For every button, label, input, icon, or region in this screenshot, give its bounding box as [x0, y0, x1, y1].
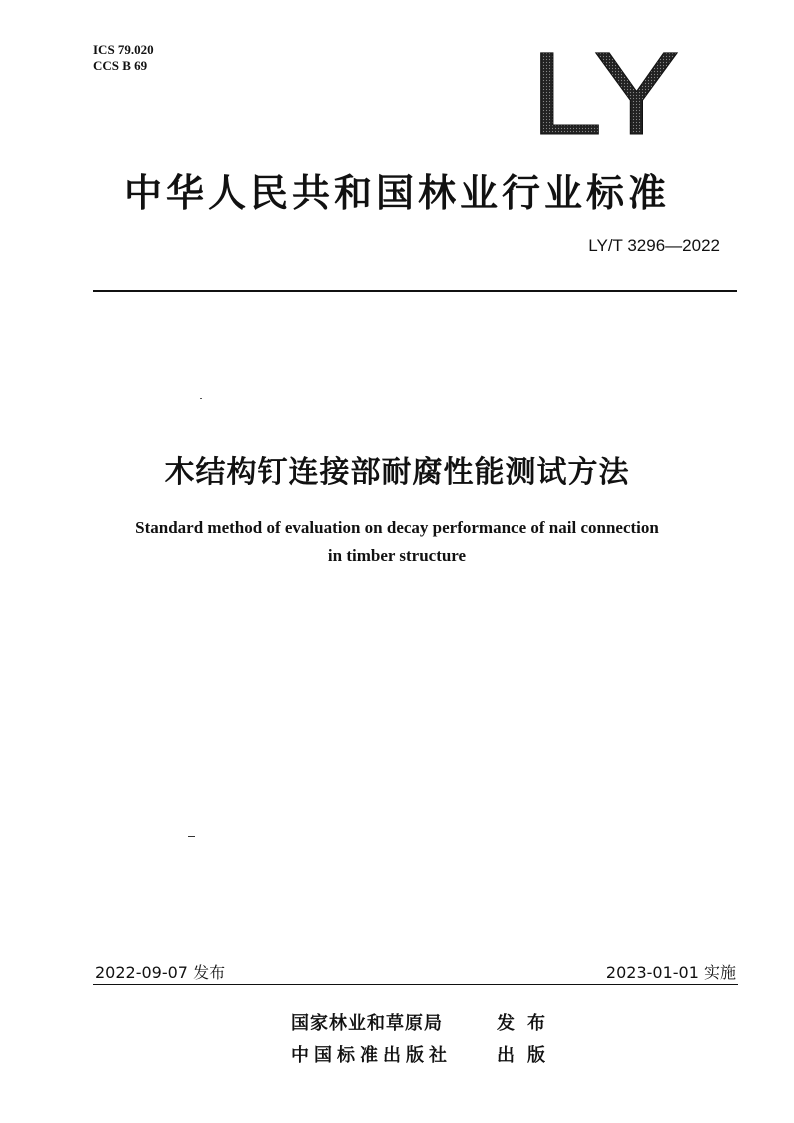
standard-number: LY/T 3296—2022 [588, 236, 720, 255]
header-divider [93, 290, 737, 292]
logo-text: LY [530, 46, 680, 140]
document-title-cn: 木结构钉连接部耐腐性能测试方法 [164, 455, 630, 490]
ccs-code: CCS B 69 [93, 58, 148, 73]
printer-action: 出版 [497, 1045, 557, 1066]
speck-mark [200, 398, 202, 399]
ly-logo [530, 46, 680, 140]
classification-codes [93, 42, 154, 74]
issue-date: 2022-09-07 发布 [95, 963, 226, 982]
implement-date: 2023-01-01 实施 [605, 963, 736, 982]
standard-category-title: 中华人民共和国林业行业标准 [123, 171, 670, 215]
publisher-action: 发布 [497, 1013, 557, 1034]
publisher-name: 国家林业和草原局 [291, 1013, 443, 1034]
speck-dash [188, 836, 195, 837]
footer-divider [93, 984, 738, 985]
document-title-en [0, 514, 794, 570]
ics-code: ICS 79.020 [93, 42, 154, 57]
printer-name: 中国标准出版社 [291, 1045, 452, 1066]
title-en-line-1: Standard method of evaluation on decay performance of nail connection [135, 518, 659, 537]
title-en-line-2: in timber structure [327, 546, 467, 565]
